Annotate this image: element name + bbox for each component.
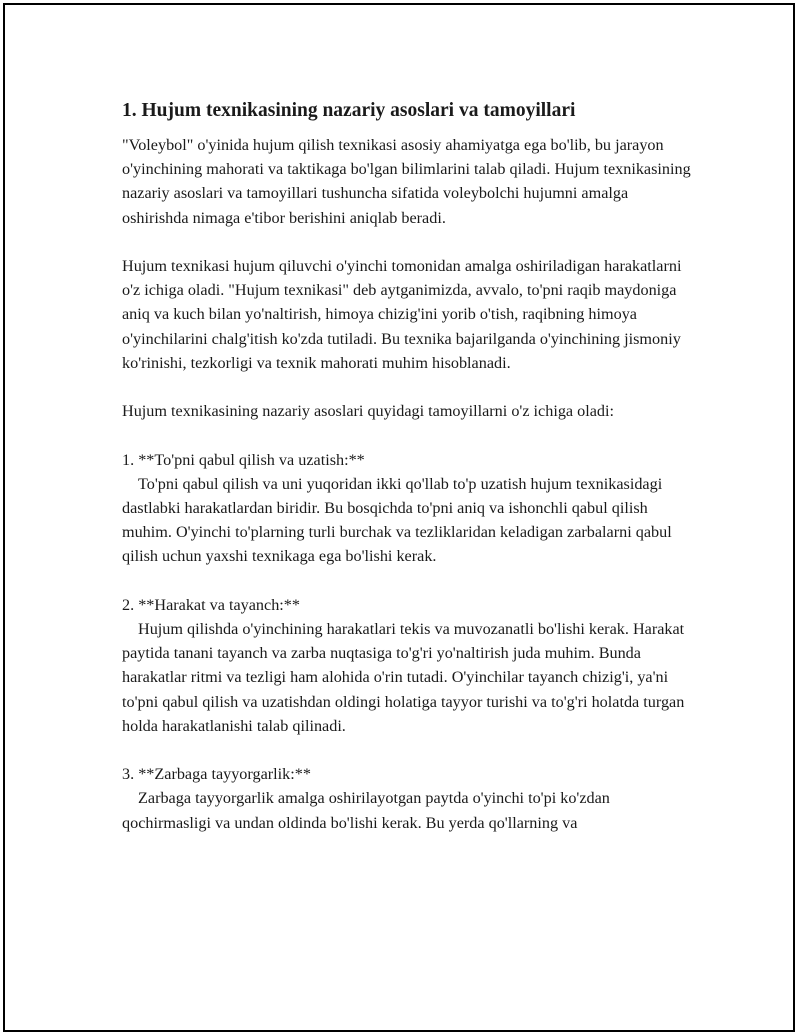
document-content: [122, 97, 692, 859]
principle-item-movement: [122, 593, 692, 738]
principle-item-title: 2. **Harakat va tayanch:**: [122, 595, 300, 614]
intro-paragraph: "Voleybol" o'yinida hujum qilish texnikasi asosiy ahamiyatga ega bo'lib, bu jarayon o'yinchining mahorati va taktikaga bo'lgan bilimlarini talab qiladi. Hujum texnikasining nazariy asoslari va tamoyillari tushuncha sifatida voleybolchi hujumni amalga oshirishda nimaga e'tibor berishini aniqlab beradi.: [122, 136, 691, 227]
principle-item-preparation: [122, 762, 692, 835]
principle-item-body: Hujum qilishda o'yinchining harakatlari tekis va muvozanatli bo'lishi kerak. Harakat paytida tanani tayanch va zarba nuqtasiga to'g'ri yo'naltirish juda muhim. Bunda harakatlar ritmi va tezligi ham alohida o'rin tutadi. O'yinchilar tayanch chizig'i, ya'ni to'pni qabul qilish va uzatishdan oldingi holatiga tayyor turishi va to'g'ri holatda turgan holda harakatlanishi talab qilinadi.: [122, 620, 685, 735]
principles-intro-paragraph: Hujum texnikasining nazariy asoslari quyidagi tamoyillarni o'z ichiga oladi:: [122, 402, 615, 421]
principle-item-title: 1. **To'pni qabul qilish va uzatish:**: [122, 450, 365, 469]
principle-item-body: Zarbaga tayyorgarlik amalga oshirilayotgan paytda o'yinchi to'pi ko'zdan qochirmasligi va undan oldinda bo'lishi kerak. Bu yerda qo'llarning va: [122, 789, 610, 832]
page-frame: [3, 3, 795, 1032]
section-heading: 1. Hujum texnikasining nazariy asoslari va tamoyillari: [122, 100, 576, 121]
principle-item-title: 3. **Zarbaga tayyorgarlik:**: [122, 765, 311, 784]
principle-item-body: To'pni qabul qilish va uni yuqoridan ikki qo'llab to'p uzatish hujum texnikasidagi dastlabki harakatlardan biridir. Bu bosqichda to'pni aniq va ishonchli qabul qilish muhim. O'yinchi to'plarning turli burchak va tezliklaridan keladigan zarbalarni qabul qilish uchun yaxshi texnikaga ega bo'lishi kerak.: [122, 474, 672, 566]
principle-item-reception: [122, 448, 692, 569]
technique-paragraph: Hujum texnikasi hujum qiluvchi o'yinchi tomonidan amalga oshiriladigan harakatlarni o'z ichiga oladi. "Hujum texnikasi" deb aytganimizda, avvalo, to'pni raqib maydoniga aniq va kuch bilan yo'naltirish, himoya chizig'ini yorib o'tish, raqibning himoya o'yinchilarini chalg'itish ko'zda tutiladi. Bu texnika bajarilganda o'yinchining jismoniy ko'rinishi, tezkorligi va texnik mahorati muhim hisoblanadi.: [122, 257, 682, 372]
